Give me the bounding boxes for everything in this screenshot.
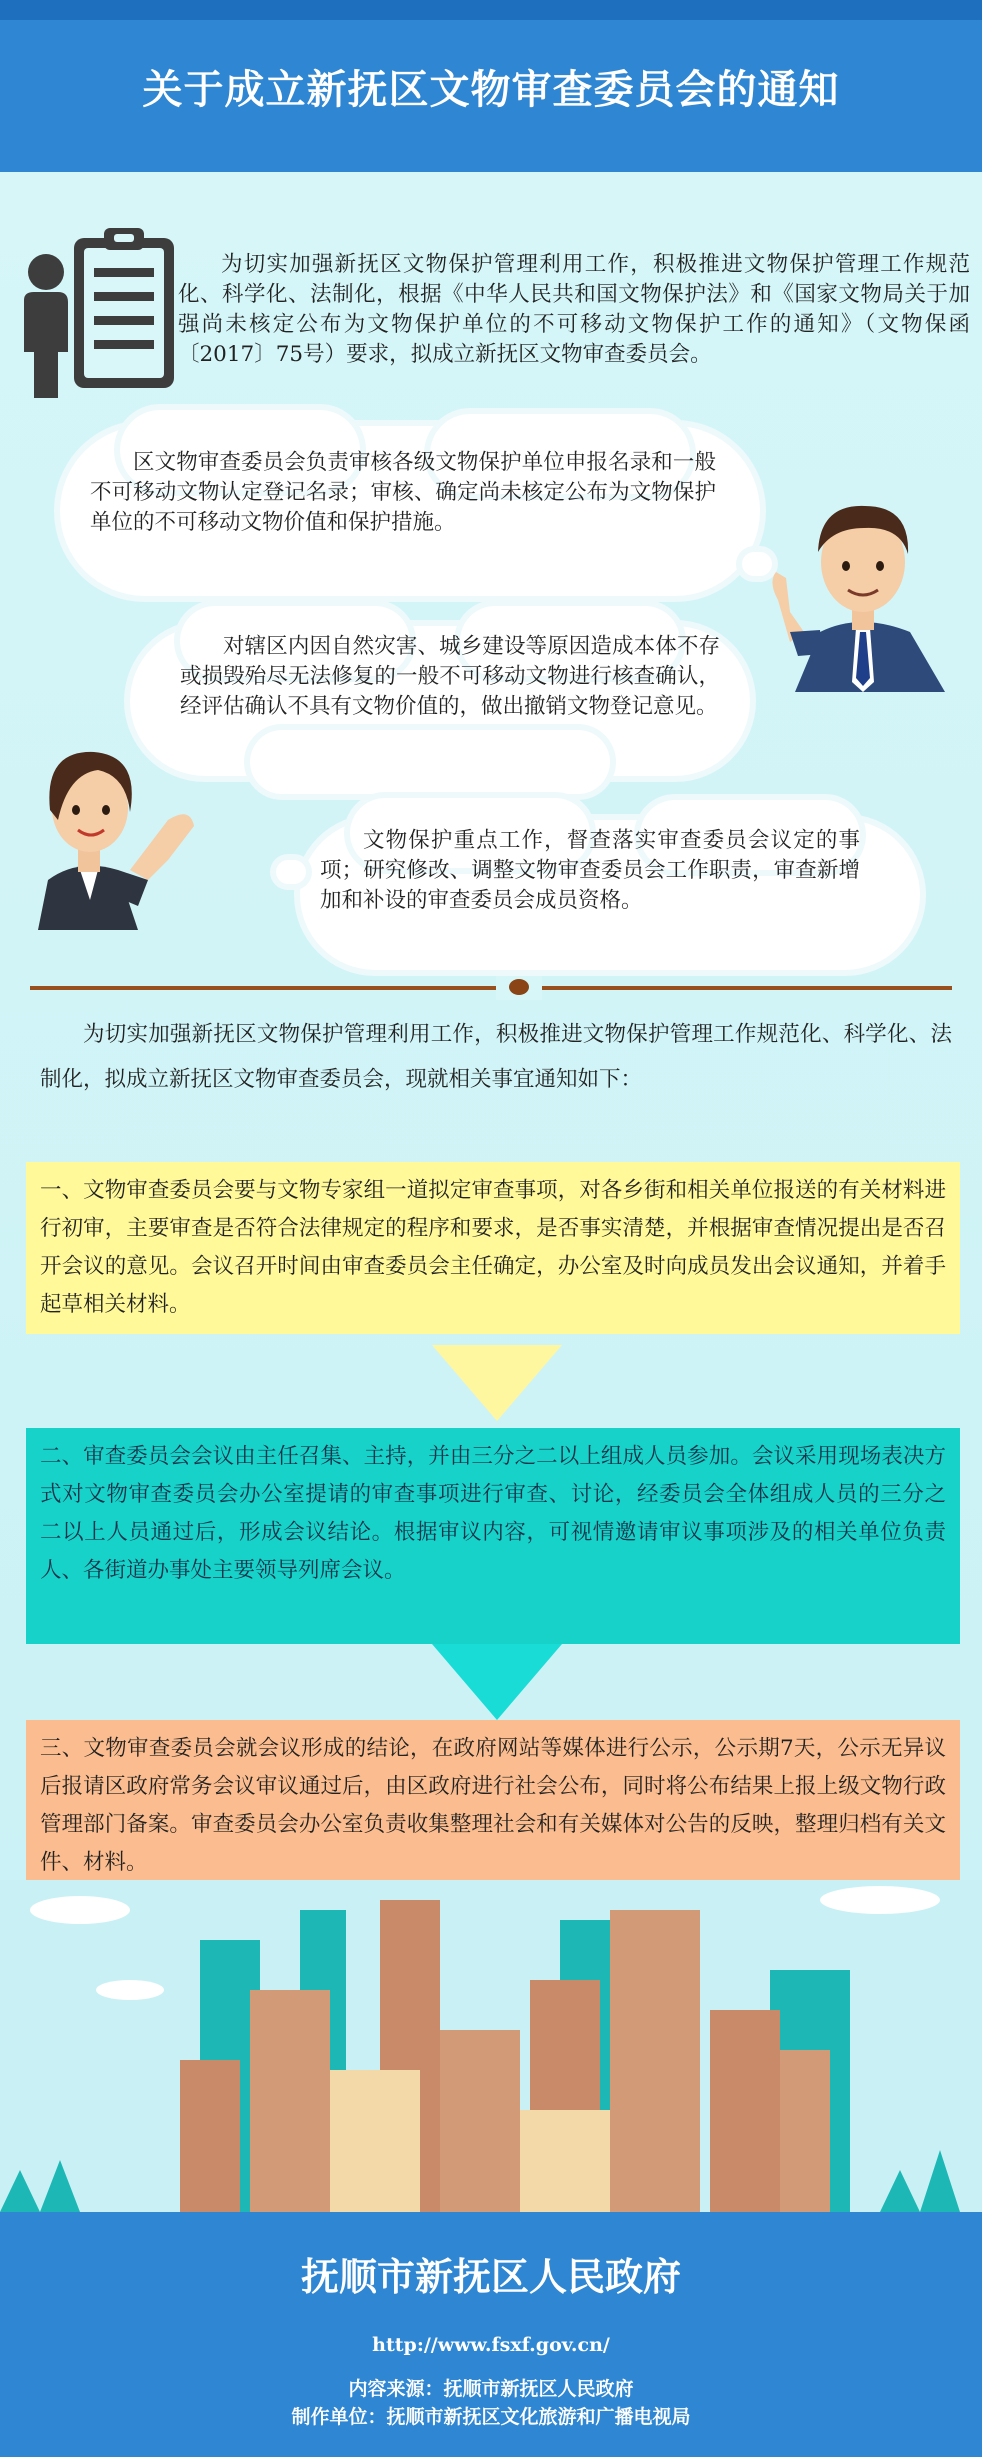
notice-paragraph: 为切实加强新抚区文物保护管理利用工作，积极推进文物保护管理工作规范化、科学化、法制化，拟成立新抚区文物审查委员会，现就相关事宜通知如下： <box>40 1022 952 1092</box>
footer-producer: 制作单位：抚顺市新抚区文化旅游和广播电视局 <box>291 2406 691 2428</box>
footer-website-link[interactable]: http://www.fsxf.gov.cn/ <box>372 2334 610 2356</box>
bubble-text-1: 区文物审查委员会负责审核各级文物保护单位申报名录和一般不可移动文物认定登记名录；审核、确定尚未核定公布为文物保护单位的不可移动文物价值和保护措施。 <box>90 450 716 535</box>
clipboard-person-icon <box>22 222 182 402</box>
city-skyline-illustration <box>0 1880 982 2212</box>
step-1-box: 一、文物审查委员会要与文物专家组一道拟定审查事项，对各乡街和相关单位报送的有关材料进行初审，主要审查是否符合法律规定的程序和要求，是否事实清楚，并根据审查情况提出是否召开会议的意见。会议召开时间由审查委员会主任确定，办公室及时向成员发出会议通知，并着手起草相关材料。 <box>26 1162 960 1334</box>
arrow-down-icon <box>432 1345 562 1421</box>
step-2-box: 二、审查委员会会议由主任召集、主持，并由三分之二以上组成人员参加。会议采用现场表决方式对文物审查委员会办公室提请的审查事项进行审查、讨论，经委员会全体组成人员的三分之 二以上人员通过后，形成会议结论。根据审议内容，可视情邀请审议事项涉及的相关单位负责人、各街道办事处主要领导列席会议。 <box>26 1428 960 1644</box>
footer-content-source: 内容来源：抚顺市新抚区人民政府 <box>348 2378 634 2400</box>
woman-avatar-icon <box>18 730 208 930</box>
bubble-text-2: 对辖区内因自然灾害、城乡建设等原因造成本体不存或损毁殆尽无法修复的一般不可移动文物进行核查确认，经评估确认不具有文物价值的，做出撤销文物登记意见。 <box>180 634 720 719</box>
step-3-box: 三、文物审查委员会就会议形成的结论，在政府网站等媒体进行公示，公示期7天，公示无异议后报请区政府常务会议审议通过后，由区政府进行社会公布，同时将公布结果上报上级文物行政管理部门备案。审查委员会办公室负责收集整理社会和有关媒体对公告的反映，整理归档有关文件、材料。 <box>26 1720 960 1900</box>
arrow-down-icon <box>432 1644 562 1720</box>
divider-center-dot <box>509 979 529 995</box>
page-title: 关于成立新抚区文物审查委员会的通知 <box>142 65 840 113</box>
speech-bubble-2-puff <box>250 730 610 794</box>
footer-organization-title: 抚顺市新抚区人民政府 <box>300 2254 681 2299</box>
speech-bubble-3-tail <box>276 860 306 884</box>
section-divider <box>30 986 952 990</box>
bubble-text-3: 文物保护重点工作，督查落实审查委员会议定的事项；研究修改、调整文物审查委员会工作职责，审查新增加和补设的审查委员会成员资格。 <box>320 828 860 913</box>
intro-paragraph: 为切实加强新抚区文物保护管理利用工作，积极推进文物保护管理工作规范化、科学化、法制化，根据《中华人民共和国文物保护法》和《国家文物局关于加强尚未核定公布为文物保护单位的不可移动文物保护工作的通知》（文物保函〔2017〕75号）要求，拟成立新抚区文物审查委员会。 <box>178 252 970 367</box>
man-avatar-icon <box>760 482 966 692</box>
